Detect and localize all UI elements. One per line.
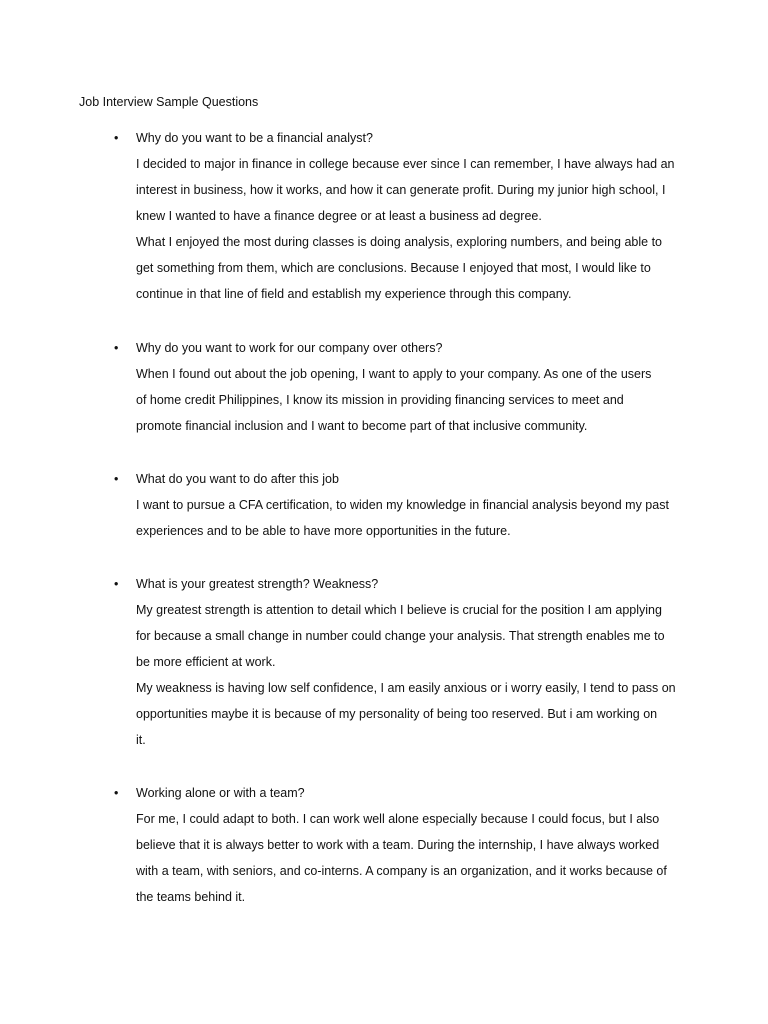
question-text: Working alone or with a team? (136, 786, 305, 800)
answer-line: opportunities maybe it is because of my personality of being too reserved. But i am working on (136, 707, 658, 721)
answer-line: I decided to major in finance in college because ever since I can remember, I have always had an (136, 157, 675, 171)
bullet-icon: • (114, 131, 119, 145)
answer-line: continue in that line of field and establish my experience through this company. (136, 287, 572, 301)
question-text: What is your greatest strength? Weakness? (136, 577, 379, 591)
answer-line: experiences and to be able to have more opportunities in the future. (136, 524, 511, 538)
answer-line: When I found out about the job opening, I want to apply to your company. As one of the users (136, 367, 652, 381)
answer-line: knew I wanted to have a finance degree or at least a business ad degree. (136, 209, 542, 223)
answer-line: with a team, with seniors, and co-interns. A company is an organization, and it works because of (136, 864, 667, 878)
answer-line: the teams behind it. (136, 890, 246, 904)
answer-line: interest in business, how it works, and how it can generate profit. During my junior high school, I (136, 183, 666, 197)
question-text: Why do you want to be a financial analyst? (136, 131, 373, 145)
answer-line: believe that it is always better to work with a team. During the internship, I have always worked (136, 838, 660, 852)
question-text: Why do you want to work for our company over others? (136, 341, 443, 355)
answer-line: For me, I could adapt to both. I can work well alone especially because I could focus, but I also (136, 812, 660, 826)
answer-line: get something from them, which are conclusions. Because I enjoyed that most, I would like to (136, 261, 651, 275)
bullet-icon: • (114, 341, 119, 355)
answer-line: it. (136, 733, 146, 747)
bullet-icon: • (114, 577, 119, 591)
answer-line: be more efficient at work. (136, 655, 276, 669)
bullet-icon: • (114, 786, 119, 800)
answer-line: My weakness is having low self confidence, I am easily anxious or i worry easily, I tend to pass on (136, 681, 676, 695)
answer-line: What I enjoyed the most during classes is doing analysis, exploring numbers, and being able to (136, 235, 662, 249)
answer-line: I want to pursue a CFA certification, to widen my knowledge in financial analysis beyond my past (136, 498, 669, 512)
answer-line: for because a small change in number could change your analysis. That strength enables me to (136, 629, 665, 643)
question-text: What do you want to do after this job (136, 472, 339, 486)
bullet-icon: • (114, 472, 119, 486)
answer-line: of home credit Philippines, I know its mission in providing financing services to meet and (136, 393, 624, 407)
document-title: Job Interview Sample Questions (79, 95, 259, 109)
answer-line: My greatest strength is attention to detail which I believe is crucial for the position I am applying (136, 603, 662, 617)
answer-line: promote financial inclusion and I want to become part of that inclusive community. (136, 419, 588, 433)
